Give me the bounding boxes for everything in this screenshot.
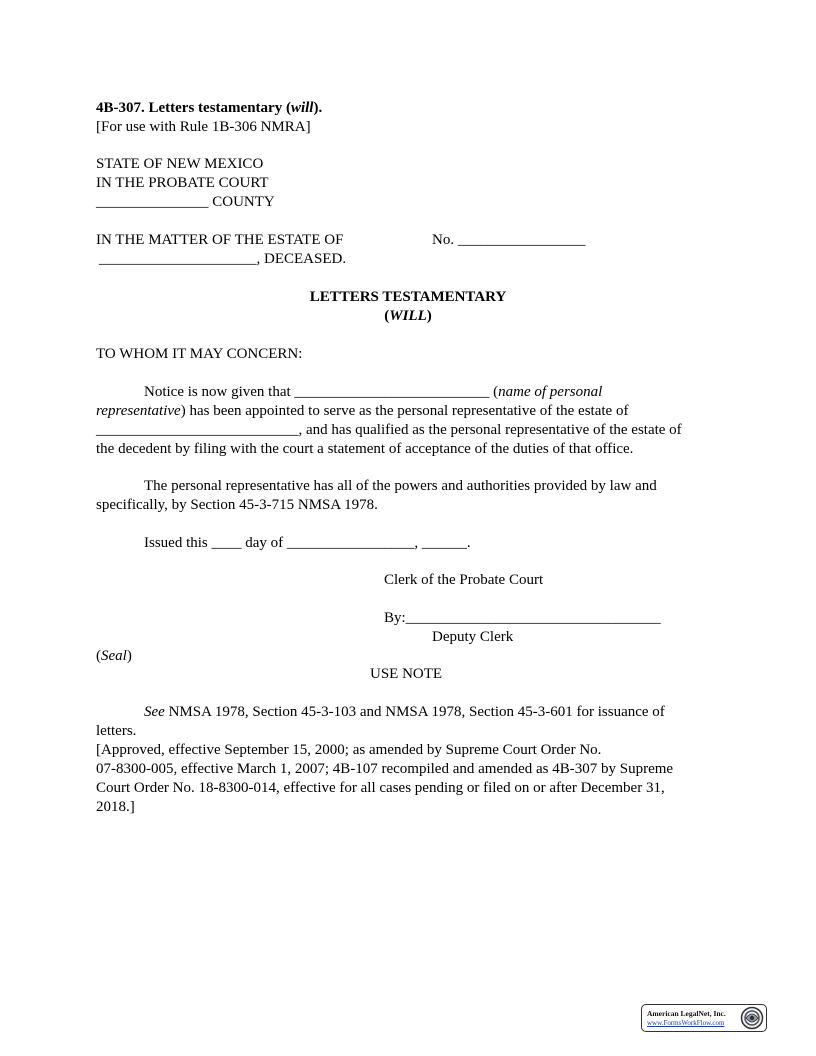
notice-line-2: representative) has been appointed to serve as the personal representative of the estate of [96,403,629,419]
issued-date-line: Issued this ____ day of _________________, ______. [144,535,471,551]
deputy-clerk-label: Deputy Clerk [432,629,514,645]
history-line-3: Court Order No. 18-8300-014, effective for all cases pending or filed on or after December 31, [96,780,665,796]
use-note-heading: USE NOTE [370,666,443,682]
history-line-2: 07-8300-005, effective March 1, 2007; 4B-107 recompiled and amended as 4B-307 by Supreme [96,761,674,777]
history-line-1: [Approved, effective September 15, 2000; as amended by Supreme Court Order No. [96,742,602,758]
court-name: IN THE PROBATE COURT [96,175,269,191]
state-name: STATE OF NEW MEXICO [96,156,264,172]
powers-line-2: specifically, by Section 45-3-715 NMSA 1978. [96,497,378,513]
notice-line-3: ___________________________, and has qualified as the personal representative of the estate of [96,422,682,438]
decedent-name-field: _____________________, DECEASED. [99,251,347,267]
seal-label: (Seal) [96,648,132,664]
document-title: LETTERS TESTAMENTARY [309,289,507,305]
history-line-4: 2018.] [96,799,135,815]
case-number-field: No. _________________ [432,232,586,248]
use-note-line-1: See NMSA 1978, Section 45-3-103 and NMSA 1978, Section 45-3-601 for issuance of [144,704,665,720]
notice-line-1: Notice is now given that __________________________ (name of personal [144,384,603,400]
signature-line: By:__________________________________ [384,610,661,626]
notice-line-4: the decedent by filing with the court a statement of acceptance of the duties of that office. [96,441,634,457]
footer-logo[interactable] [641,1004,767,1032]
clerk-title: Clerk of the Probate Court [384,572,544,588]
county-field: _______________ COUNTY [96,194,275,210]
form-heading: 4B-307. Letters testamentary (will). [96,100,323,116]
logo-url-link[interactable]: www.FormsWorkFlow.com [647,1019,725,1027]
estate-matter: IN THE MATTER OF THE ESTATE OF [96,232,344,248]
globe-icon [740,1006,764,1030]
use-note-line-2: letters. [96,723,137,739]
document-subtitle: (WILL) [384,308,432,324]
rule-reference: [For use with Rule 1B-306 NMRA] [96,119,311,135]
salutation: TO WHOM IT MAY CONCERN: [96,346,303,362]
logo-company-name: American LegalNet, Inc. [647,1009,726,1018]
powers-line-1: The personal representative has all of the powers and authorities provided by law and [144,478,657,494]
